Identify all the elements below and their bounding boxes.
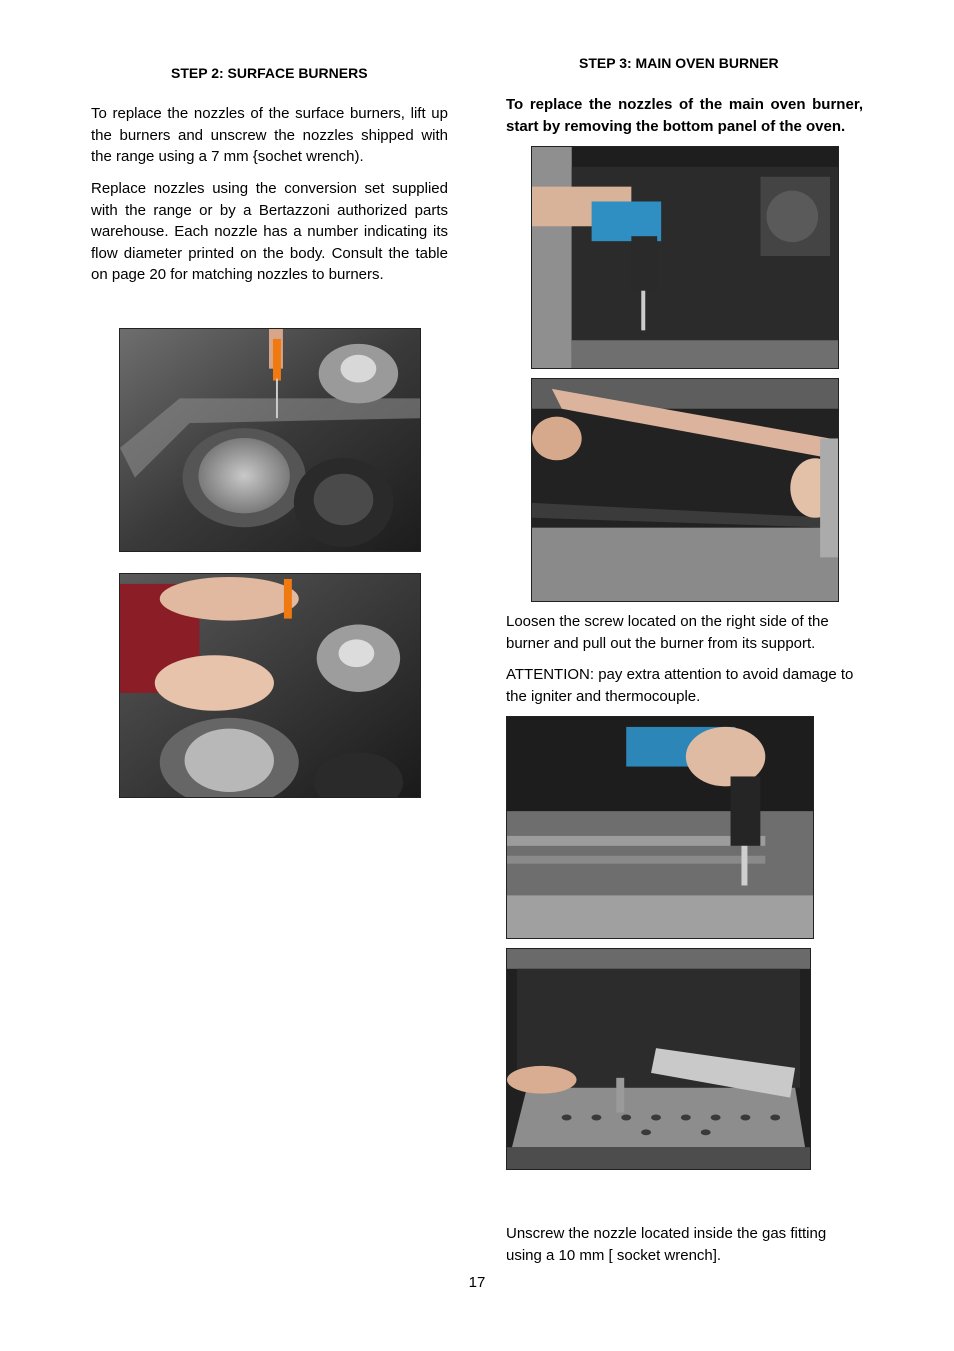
surface-burner-photo-1 [119, 328, 421, 552]
oven-photo-2 [531, 378, 839, 602]
oven-photo-4 [506, 948, 811, 1170]
step3-intro: To replace the nozzles of the main oven burner, start by removing the bottom panel of the oven. [506, 96, 863, 135]
step2-paragraph-1: To replace the nozzles of the surface burners, lift up the burners and unscrew the nozzles shipped with the range using a 7 mm {sochet wrench). [91, 105, 448, 165]
oven-photo-3 [506, 716, 814, 939]
step3-paragraph-1: Loosen the screw located on the right side of the burner and pull out the burner from its support. [506, 613, 829, 652]
page-number: 17 [468, 1274, 486, 1291]
oven-photo-1 [531, 146, 839, 369]
step2-heading: STEP 2: SURFACE BURNERS [171, 65, 368, 81]
surface-burner-photo-2 [119, 573, 421, 798]
step3-heading: STEP 3: MAIN OVEN BURNER [579, 55, 779, 71]
step3-paragraph-3: Unscrew the nozzle located inside the gas fitting using a 10 mm [ socket wrench]. [506, 1225, 827, 1264]
step2-paragraph-2: Replace nozzles using the conversion set supplied with the range or by a Bertazzoni authorized parts warehouse. Each nozzle has a number indicating its flow diameter printed on the body. Consult the table on page 20 for matching nozzles to burners. [91, 180, 448, 283]
step3-paragraph-2: ATTENTION: pay extra attention to avoid damage to the igniter and thermocouple. [506, 666, 854, 705]
